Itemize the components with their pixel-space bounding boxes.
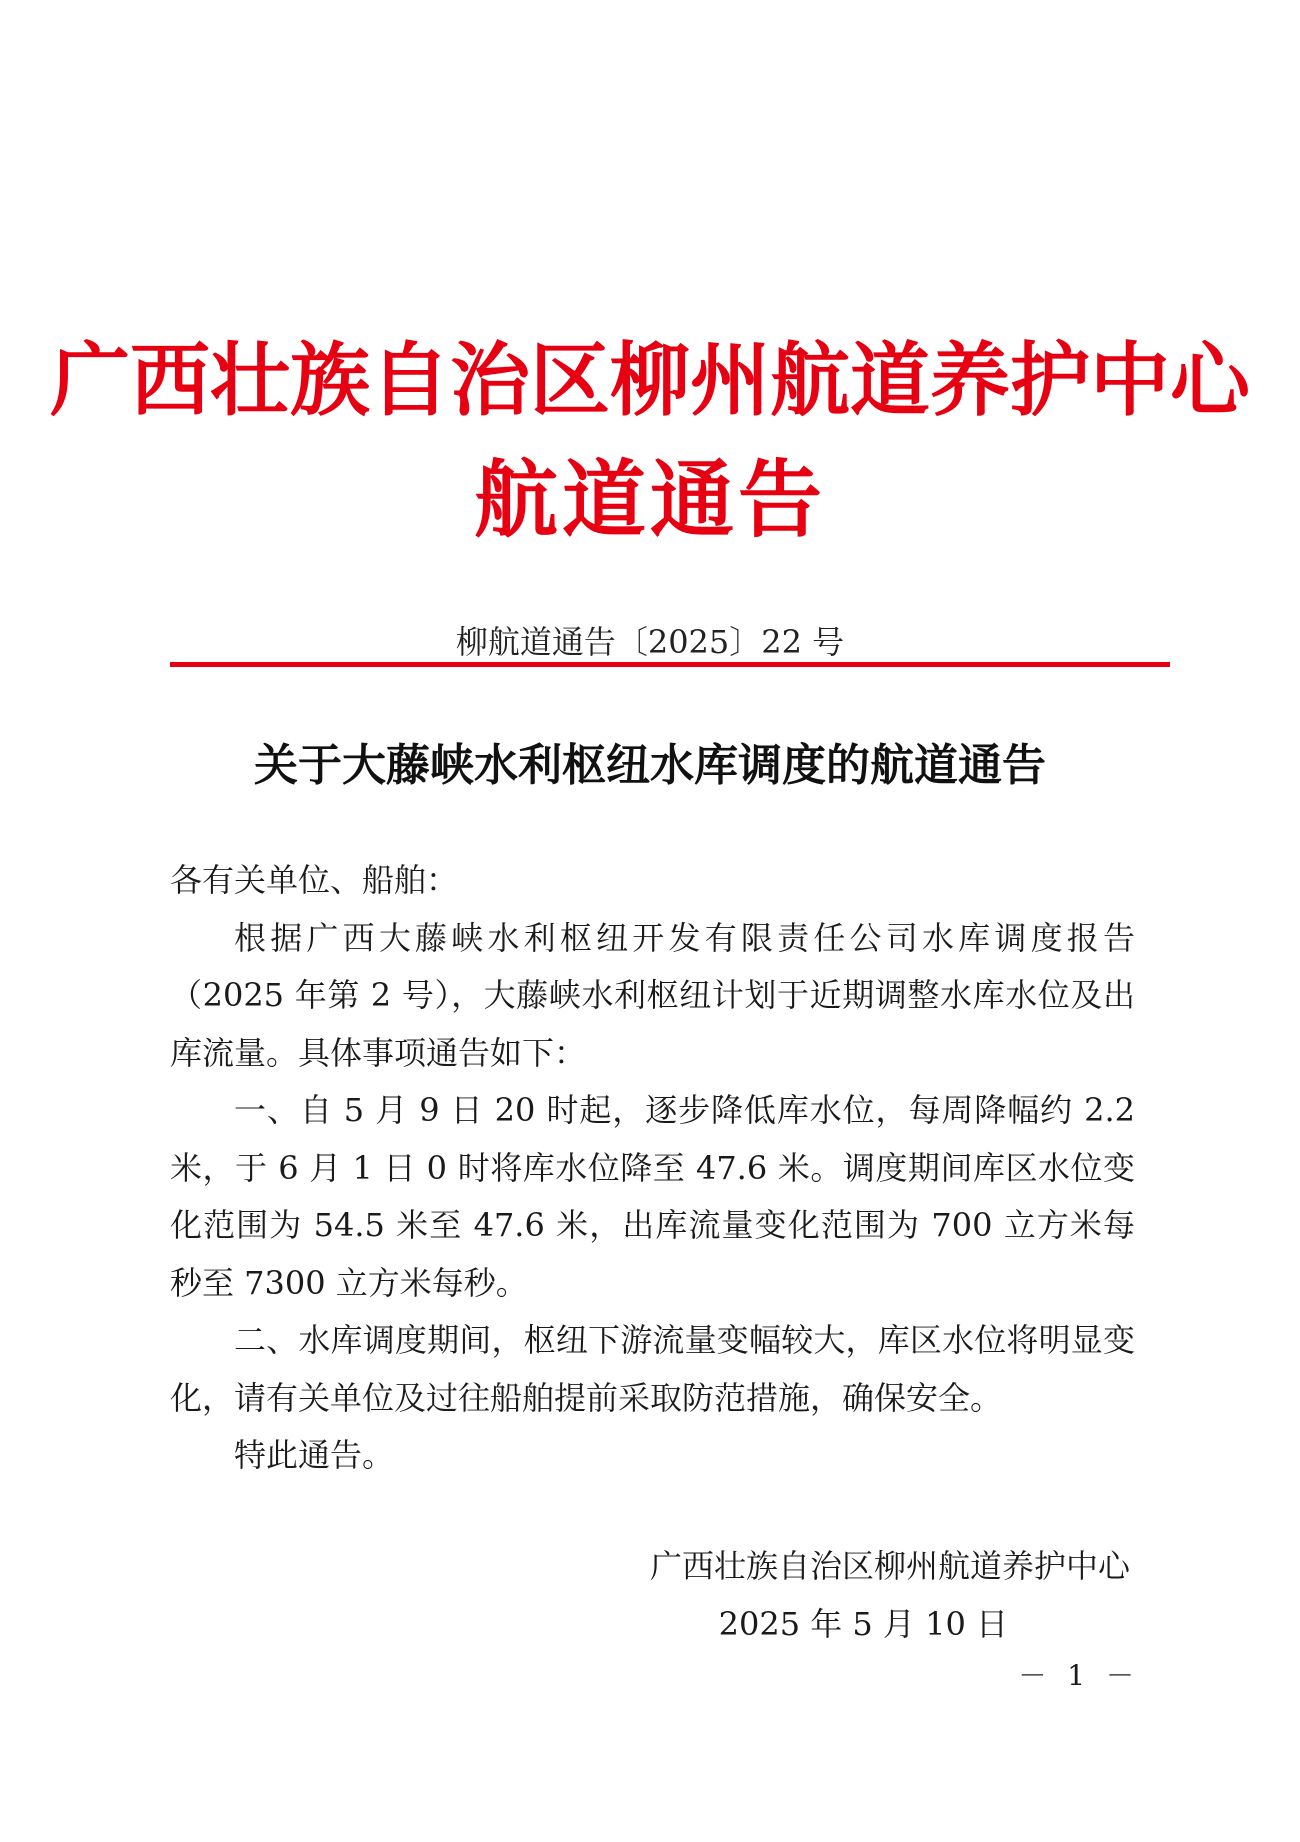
signature-organization: 广西壮族自治区柳州航道养护中心	[649, 1547, 1130, 1585]
masthead-notice-type: 航道通告	[473, 450, 826, 549]
body-paragraph-item-2: 二、水库调度期间，枢纽下游流量变幅较大，库区水位将明显变化，请有关单位及过往船舶提前采取防范措施，确保安全。	[170, 1321, 1135, 1417]
document-body	[170, 852, 1135, 1485]
signature-date: 2025 年 5 月 10 日	[718, 1605, 1008, 1643]
body-paragraph-closing: 特此通告。	[234, 1436, 395, 1474]
salutation: 各有关单位、船舶：	[170, 861, 459, 899]
document-number: 柳航道通告〔2025〕22 号	[455, 623, 845, 661]
body-paragraph-intro: 根据广西大藤峡水利枢纽开发有限责任公司水库调度报告（2025 年第 2 号），大藤峡水利枢纽计划于近期调整水库水位及出库流量。具体事项通告如下：	[170, 918, 1135, 1072]
red-divider-rule	[170, 662, 1170, 667]
page-number: － 1 －	[1018, 1659, 1140, 1692]
masthead-organization: 广西壮族自治区柳州航道养护中心	[50, 333, 1250, 427]
body-paragraph-item-1: 一、自 5 月 9 日 20 时起，逐步降低库水位，每周降幅约 2.2 米，于 6 月 1 日 0 时将库水位降至 47.6 米。调度期间库区水位变化范围为 54.5 米至 47.6 米，出库流量变化范围为 700 立方米每秒至 7300 立方米每秒。	[170, 1091, 1135, 1302]
document-title: 关于大藤峡水利枢纽水库调度的航道通告	[254, 740, 1046, 791]
